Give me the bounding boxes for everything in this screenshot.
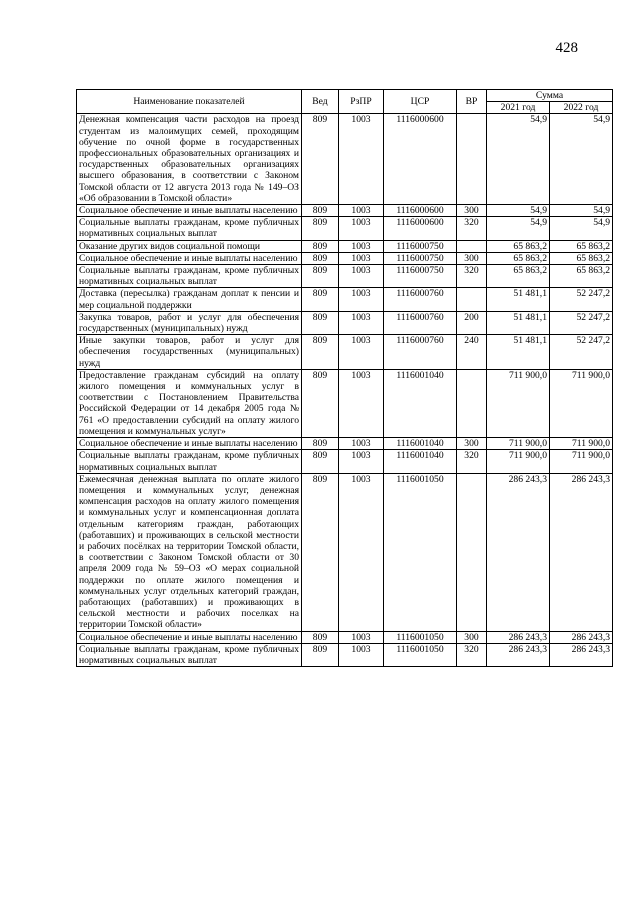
cell-sum-2022: 52 247,2 bbox=[550, 288, 613, 311]
cell-sum-2021: 51 481,1 bbox=[487, 311, 550, 334]
cell-sum-2022: 286 243,3 bbox=[550, 473, 613, 631]
table-row bbox=[77, 265, 613, 288]
cell-csr: 1116000760 bbox=[384, 311, 457, 334]
header-rzpr: РзПР bbox=[339, 90, 384, 114]
cell-rzpr: 1003 bbox=[339, 369, 384, 437]
cell-sum-2021: 286 243,3 bbox=[487, 631, 550, 643]
header-year-2021: 2021 год bbox=[487, 102, 550, 114]
cell-sum-2022: 52 247,2 bbox=[550, 335, 613, 370]
cell-name: Социальные выплаты гражданам, кроме публичных нормативных социальных выплат bbox=[77, 450, 302, 473]
cell-sum-2021: 711 900,0 bbox=[487, 450, 550, 473]
cell-csr: 1116001050 bbox=[384, 631, 457, 643]
cell-sum-2022: 65 863,2 bbox=[550, 240, 613, 252]
header-ved: Вед bbox=[302, 90, 339, 114]
cell-sum-2022: 54,9 bbox=[550, 217, 613, 240]
cell-ved: 809 bbox=[302, 311, 339, 334]
cell-sum-2021: 65 863,2 bbox=[487, 252, 550, 264]
cell-csr: 1116000600 bbox=[384, 114, 457, 205]
cell-rzpr: 1003 bbox=[339, 450, 384, 473]
table-row bbox=[77, 252, 613, 264]
cell-rzpr: 1003 bbox=[339, 240, 384, 252]
cell-csr: 1116001040 bbox=[384, 369, 457, 437]
table-body bbox=[77, 114, 613, 667]
cell-vr: 300 bbox=[457, 205, 487, 217]
cell-name: Социальные выплаты гражданам, кроме публичных нормативных социальных выплат bbox=[77, 643, 302, 666]
cell-ved: 809 bbox=[302, 288, 339, 311]
table-header bbox=[77, 90, 613, 114]
cell-sum-2021: 51 481,1 bbox=[487, 335, 550, 370]
cell-csr: 1116000600 bbox=[384, 217, 457, 240]
cell-name: Оказание других видов социальной помощи bbox=[77, 240, 302, 252]
cell-name: Социальное обеспечение и иные выплаты населению bbox=[77, 631, 302, 643]
budget-table bbox=[76, 89, 613, 667]
cell-sum-2022: 54,9 bbox=[550, 205, 613, 217]
cell-sum-2022: 711 900,0 bbox=[550, 369, 613, 437]
cell-csr: 1116000760 bbox=[384, 288, 457, 311]
header-row bbox=[77, 90, 613, 102]
cell-name: Предоставление гражданам субсидий на оплату жилого помещения и коммунальных услуг в соответствии с Постановлением Правительства Российской Федерации от 14 декабря 2005 года № 761 «О предоставлении субсидий на оплату жилого помещения и коммунальных услуг» bbox=[77, 369, 302, 437]
cell-ved: 809 bbox=[302, 240, 339, 252]
cell-csr: 1116001050 bbox=[384, 643, 457, 666]
cell-sum-2021: 286 243,3 bbox=[487, 643, 550, 666]
cell-csr: 1116000750 bbox=[384, 240, 457, 252]
cell-sum-2021: 65 863,2 bbox=[487, 240, 550, 252]
cell-vr: 320 bbox=[457, 450, 487, 473]
cell-name: Социальные выплаты гражданам, кроме публичных нормативных социальных выплат bbox=[77, 217, 302, 240]
cell-rzpr: 1003 bbox=[339, 643, 384, 666]
cell-sum-2021: 65 863,2 bbox=[487, 265, 550, 288]
cell-name: Социальное обеспечение и иные выплаты населению bbox=[77, 438, 302, 450]
table-row bbox=[77, 114, 613, 205]
cell-name: Социальное обеспечение и иные выплаты населению bbox=[77, 252, 302, 264]
cell-sum-2022: 65 863,2 bbox=[550, 265, 613, 288]
cell-vr: 200 bbox=[457, 311, 487, 334]
table-row bbox=[77, 643, 613, 666]
cell-sum-2021: 51 481,1 bbox=[487, 288, 550, 311]
table-row bbox=[77, 240, 613, 252]
cell-name: Доставка (пересылка) гражданам доплат к пенсии и мер социальной поддержки bbox=[77, 288, 302, 311]
header-csr: ЦСР bbox=[384, 90, 457, 114]
table-row bbox=[77, 631, 613, 643]
cell-vr bbox=[457, 288, 487, 311]
cell-rzpr: 1003 bbox=[339, 217, 384, 240]
cell-csr: 1116001050 bbox=[384, 473, 457, 631]
cell-ved: 809 bbox=[302, 217, 339, 240]
cell-name: Ежемесячная денежная выплата по оплате жилого помещения и коммунальных услуг, денежная компенсация расходов на оплату жилого помещения и коммунальных услуг и компенсационная доплата отдельным категориям граждан, работающих (работавших) и проживающих в сельской местности и рабочих посёлках на территории Томской области, в соответствии с Законом Томской области от 30 апреля 2009 года № 59–ОЗ «О мерах социальной поддержки по оплате жилого помещения и коммунальных услуг отдельных категорий граждан, работающих (работавших) и проживающих в сельской местности и рабочих поселках на территории Томской области» bbox=[77, 473, 302, 631]
table-row bbox=[77, 205, 613, 217]
table-row bbox=[77, 450, 613, 473]
cell-name: Иные закупки товаров, работ и услуг для обеспечения государственных (муниципальных) нужд bbox=[77, 335, 302, 370]
cell-ved: 809 bbox=[302, 205, 339, 217]
cell-rzpr: 1003 bbox=[339, 114, 384, 205]
cell-sum-2022: 52 247,2 bbox=[550, 311, 613, 334]
cell-sum-2022: 286 243,3 bbox=[550, 643, 613, 666]
cell-rzpr: 1003 bbox=[339, 631, 384, 643]
cell-vr bbox=[457, 473, 487, 631]
cell-sum-2022: 711 900,0 bbox=[550, 438, 613, 450]
cell-sum-2021: 54,9 bbox=[487, 114, 550, 205]
cell-rzpr: 1003 bbox=[339, 311, 384, 334]
header-sum: Сумма bbox=[487, 90, 613, 102]
table-row bbox=[77, 217, 613, 240]
cell-csr: 1116000760 bbox=[384, 335, 457, 370]
cell-rzpr: 1003 bbox=[339, 438, 384, 450]
table-row bbox=[77, 335, 613, 370]
table-row bbox=[77, 369, 613, 437]
cell-rzpr: 1003 bbox=[339, 252, 384, 264]
cell-ved: 809 bbox=[302, 643, 339, 666]
cell-sum-2022: 65 863,2 bbox=[550, 252, 613, 264]
cell-sum-2021: 711 900,0 bbox=[487, 369, 550, 437]
cell-sum-2021: 711 900,0 bbox=[487, 438, 550, 450]
cell-sum-2022: 286 243,3 bbox=[550, 631, 613, 643]
cell-rzpr: 1003 bbox=[339, 335, 384, 370]
cell-rzpr: 1003 bbox=[339, 473, 384, 631]
cell-vr: 300 bbox=[457, 252, 487, 264]
table-row bbox=[77, 311, 613, 334]
cell-sum-2021: 286 243,3 bbox=[487, 473, 550, 631]
cell-ved: 809 bbox=[302, 438, 339, 450]
cell-sum-2021: 54,9 bbox=[487, 205, 550, 217]
cell-vr: 320 bbox=[457, 643, 487, 666]
cell-ved: 809 bbox=[302, 335, 339, 370]
cell-vr: 320 bbox=[457, 217, 487, 240]
cell-vr bbox=[457, 240, 487, 252]
cell-csr: 1116000750 bbox=[384, 265, 457, 288]
cell-name: Денежная компенсация части расходов на проезд студентам из малоимущих семей, проходящим обучение по очной форме в государственных профессиональных образовательных организациях и государственных образовательных организациях высшего образования, в соответствии с Законом Томской области от 12 августа 2013 года № 149–ОЗ «Об образовании в Томской области» bbox=[77, 114, 302, 205]
cell-ved: 809 bbox=[302, 114, 339, 205]
table-row bbox=[77, 438, 613, 450]
cell-rzpr: 1003 bbox=[339, 265, 384, 288]
cell-vr: 300 bbox=[457, 631, 487, 643]
header-vr: ВР bbox=[457, 90, 487, 114]
header-name: Наименование показателей bbox=[77, 90, 302, 114]
cell-name: Закупка товаров, работ и услуг для обеспечения государственных (муниципальных) нужд bbox=[77, 311, 302, 334]
cell-vr: 240 bbox=[457, 335, 487, 370]
header-year-2022: 2022 год bbox=[550, 102, 613, 114]
table-row bbox=[77, 473, 613, 631]
cell-name: Социальное обеспечение и иные выплаты населению bbox=[77, 205, 302, 217]
cell-name: Социальные выплаты гражданам, кроме публичных нормативных социальных выплат bbox=[77, 265, 302, 288]
cell-ved: 809 bbox=[302, 450, 339, 473]
cell-vr bbox=[457, 114, 487, 205]
cell-csr: 1116000600 bbox=[384, 205, 457, 217]
cell-csr: 1116001040 bbox=[384, 450, 457, 473]
cell-ved: 809 bbox=[302, 631, 339, 643]
cell-ved: 809 bbox=[302, 252, 339, 264]
cell-vr: 300 bbox=[457, 438, 487, 450]
cell-ved: 809 bbox=[302, 473, 339, 631]
page-number: 428 bbox=[555, 40, 578, 56]
table-row bbox=[77, 288, 613, 311]
cell-csr: 1116000750 bbox=[384, 252, 457, 264]
cell-ved: 809 bbox=[302, 265, 339, 288]
cell-sum-2021: 54,9 bbox=[487, 217, 550, 240]
cell-csr: 1116001040 bbox=[384, 438, 457, 450]
cell-rzpr: 1003 bbox=[339, 205, 384, 217]
cell-vr: 320 bbox=[457, 265, 487, 288]
cell-sum-2022: 54,9 bbox=[550, 114, 613, 205]
cell-vr bbox=[457, 369, 487, 437]
cell-sum-2022: 711 900,0 bbox=[550, 450, 613, 473]
cell-ved: 809 bbox=[302, 369, 339, 437]
cell-rzpr: 1003 bbox=[339, 288, 384, 311]
